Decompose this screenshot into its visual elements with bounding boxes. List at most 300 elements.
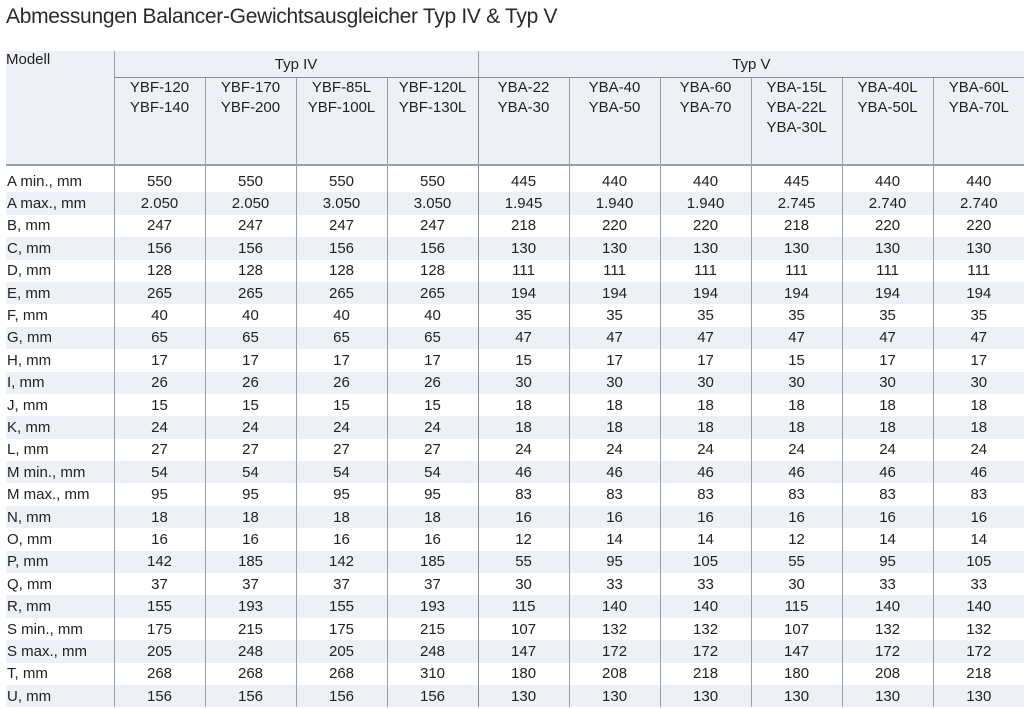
value-cell: 30 xyxy=(933,372,1024,394)
value-cell: 37 xyxy=(296,573,387,595)
value-cell: 33 xyxy=(842,573,933,595)
value-cell: 47 xyxy=(751,327,842,349)
value-cell: 18 xyxy=(387,506,478,528)
value-cell: 26 xyxy=(114,372,205,394)
value-cell: 17 xyxy=(296,349,387,371)
row-label: Q, mm xyxy=(6,573,114,595)
value-cell: 18 xyxy=(296,506,387,528)
model-header-cell xyxy=(114,78,205,166)
table-row xyxy=(6,192,1024,214)
row-label: F, mm xyxy=(6,304,114,326)
value-cell: 18 xyxy=(478,394,569,416)
value-cell: 95 xyxy=(842,551,933,573)
model-name: YBA-50L xyxy=(857,99,918,116)
model-name: YBA-50 xyxy=(588,99,641,116)
value-cell: 17 xyxy=(660,349,751,371)
dimensions-table xyxy=(6,51,1024,707)
value-cell: 218 xyxy=(478,215,569,237)
table-row xyxy=(6,483,1024,505)
value-cell: 156 xyxy=(205,237,296,259)
value-cell: 132 xyxy=(933,618,1024,640)
value-cell: 26 xyxy=(296,372,387,394)
value-cell: 33 xyxy=(933,573,1024,595)
value-cell: 215 xyxy=(387,618,478,640)
table-row xyxy=(6,618,1024,640)
value-cell: 65 xyxy=(114,327,205,349)
value-cell: 218 xyxy=(660,663,751,685)
value-cell: 40 xyxy=(387,304,478,326)
value-cell: 130 xyxy=(842,685,933,707)
table-header xyxy=(6,51,1024,165)
table-row xyxy=(6,663,1024,685)
value-cell: 16 xyxy=(387,528,478,550)
table-row xyxy=(6,573,1024,595)
model-name: YBF-200 xyxy=(220,99,281,116)
value-cell: 142 xyxy=(114,551,205,573)
table-row xyxy=(6,372,1024,394)
value-cell: 18 xyxy=(114,506,205,528)
value-cell: 1.945 xyxy=(478,192,569,214)
model-name: YBA-22 xyxy=(497,79,550,96)
value-cell: 40 xyxy=(205,304,296,326)
table-row xyxy=(6,640,1024,662)
value-cell: 128 xyxy=(387,260,478,282)
model-header-cell xyxy=(933,78,1024,166)
modell-header: Modell xyxy=(6,51,114,165)
value-cell: 27 xyxy=(296,439,387,461)
value-cell: 24 xyxy=(296,416,387,438)
value-cell: 130 xyxy=(751,685,842,707)
model-name: YBA-15L xyxy=(766,79,827,96)
value-cell: 95 xyxy=(205,483,296,505)
value-cell: 33 xyxy=(569,573,660,595)
value-cell: 130 xyxy=(842,237,933,259)
value-cell: 16 xyxy=(296,528,387,550)
value-cell: 440 xyxy=(660,165,751,192)
value-cell: 12 xyxy=(478,528,569,550)
value-cell: 24 xyxy=(114,416,205,438)
value-cell: 2.050 xyxy=(114,192,205,214)
table-row xyxy=(6,327,1024,349)
value-cell: 268 xyxy=(205,663,296,685)
value-cell: 17 xyxy=(114,349,205,371)
value-cell: 132 xyxy=(569,618,660,640)
value-cell: 180 xyxy=(751,663,842,685)
value-cell: 115 xyxy=(478,595,569,617)
value-cell: 33 xyxy=(660,573,751,595)
table-row xyxy=(6,260,1024,282)
value-cell: 18 xyxy=(478,416,569,438)
value-cell: 18 xyxy=(933,394,1024,416)
value-cell: 205 xyxy=(114,640,205,662)
table-row xyxy=(6,215,1024,237)
value-cell: 156 xyxy=(114,237,205,259)
value-cell: 46 xyxy=(751,461,842,483)
value-cell: 15 xyxy=(296,394,387,416)
row-label: H, mm xyxy=(6,349,114,371)
row-label: B, mm xyxy=(6,215,114,237)
value-cell: 440 xyxy=(933,165,1024,192)
value-cell: 16 xyxy=(569,506,660,528)
value-cell: 1.940 xyxy=(660,192,751,214)
table-row xyxy=(6,165,1024,192)
model-header-cell xyxy=(205,78,296,166)
row-label: A max., mm xyxy=(6,192,114,214)
model-header-cell xyxy=(296,78,387,166)
value-cell: 83 xyxy=(933,483,1024,505)
value-cell: 105 xyxy=(660,551,751,573)
value-cell: 193 xyxy=(205,595,296,617)
value-cell: 26 xyxy=(387,372,478,394)
value-cell: 130 xyxy=(751,237,842,259)
row-label: S min., mm xyxy=(6,618,114,640)
value-cell: 18 xyxy=(205,506,296,528)
value-cell: 40 xyxy=(114,304,205,326)
model-name: YBA-40 xyxy=(588,79,641,96)
row-label: I, mm xyxy=(6,372,114,394)
value-cell: 1.940 xyxy=(569,192,660,214)
row-label: A min., mm xyxy=(6,165,114,192)
model-name: YBF-120L xyxy=(398,79,467,96)
value-cell: 128 xyxy=(296,260,387,282)
row-label: J, mm xyxy=(6,394,114,416)
value-cell: 2.050 xyxy=(205,192,296,214)
value-cell: 2.740 xyxy=(842,192,933,214)
value-cell: 46 xyxy=(569,461,660,483)
value-cell: 140 xyxy=(842,595,933,617)
model-name: YBA-30L xyxy=(766,119,827,136)
row-label: D, mm xyxy=(6,260,114,282)
value-cell: 156 xyxy=(296,237,387,259)
row-label: U, mm xyxy=(6,685,114,707)
value-cell: 220 xyxy=(933,215,1024,237)
table-row xyxy=(6,282,1024,304)
value-cell: 24 xyxy=(933,439,1024,461)
table-row xyxy=(6,461,1024,483)
value-cell: 24 xyxy=(842,439,933,461)
model-name: YBA-60L xyxy=(948,79,1009,96)
value-cell: 46 xyxy=(660,461,751,483)
value-cell: 140 xyxy=(569,595,660,617)
value-cell: 193 xyxy=(387,595,478,617)
model-header-cell xyxy=(751,78,842,166)
value-cell: 194 xyxy=(842,282,933,304)
value-cell: 16 xyxy=(933,506,1024,528)
value-cell: 107 xyxy=(478,618,569,640)
value-cell: 445 xyxy=(751,165,842,192)
value-cell: 54 xyxy=(296,461,387,483)
model-name: YBA-70 xyxy=(679,99,732,116)
value-cell: 18 xyxy=(842,416,933,438)
model-name: YBA-30 xyxy=(497,99,550,116)
value-cell: 40 xyxy=(296,304,387,326)
value-cell: 17 xyxy=(569,349,660,371)
value-cell: 220 xyxy=(569,215,660,237)
value-cell: 194 xyxy=(569,282,660,304)
value-cell: 156 xyxy=(296,685,387,707)
value-cell: 111 xyxy=(660,260,751,282)
value-cell: 3.050 xyxy=(387,192,478,214)
value-cell: 83 xyxy=(569,483,660,505)
value-cell: 147 xyxy=(478,640,569,662)
value-cell: 16 xyxy=(478,506,569,528)
value-cell: 218 xyxy=(933,663,1024,685)
value-cell: 15 xyxy=(751,349,842,371)
value-cell: 156 xyxy=(205,685,296,707)
table-row xyxy=(6,506,1024,528)
value-cell: 208 xyxy=(842,663,933,685)
value-cell: 47 xyxy=(478,327,569,349)
value-cell: 550 xyxy=(205,165,296,192)
value-cell: 30 xyxy=(842,372,933,394)
value-cell: 55 xyxy=(751,551,842,573)
value-cell: 194 xyxy=(933,282,1024,304)
model-header-cell xyxy=(478,78,569,166)
value-cell: 172 xyxy=(569,640,660,662)
group-header-row xyxy=(6,51,1024,78)
value-cell: 65 xyxy=(205,327,296,349)
value-cell: 83 xyxy=(751,483,842,505)
value-cell: 24 xyxy=(205,416,296,438)
row-label: O, mm xyxy=(6,528,114,550)
value-cell: 156 xyxy=(114,685,205,707)
value-cell: 14 xyxy=(842,528,933,550)
value-cell: 15 xyxy=(478,349,569,371)
value-cell: 248 xyxy=(387,640,478,662)
model-name: YBF-100L xyxy=(307,99,376,116)
group-header-typ-iv: Typ IV xyxy=(114,51,478,78)
value-cell: 268 xyxy=(296,663,387,685)
table-row xyxy=(6,528,1024,550)
group-header-typ-v: Typ V xyxy=(478,51,1024,78)
value-cell: 16 xyxy=(114,528,205,550)
value-cell: 175 xyxy=(296,618,387,640)
value-cell: 47 xyxy=(569,327,660,349)
value-cell: 35 xyxy=(569,304,660,326)
value-cell: 30 xyxy=(660,372,751,394)
value-cell: 172 xyxy=(842,640,933,662)
value-cell: 27 xyxy=(114,439,205,461)
row-label: E, mm xyxy=(6,282,114,304)
value-cell: 18 xyxy=(660,416,751,438)
value-cell: 35 xyxy=(660,304,751,326)
value-cell: 15 xyxy=(114,394,205,416)
model-name: YBF-170 xyxy=(220,79,281,96)
value-cell: 14 xyxy=(660,528,751,550)
value-cell: 18 xyxy=(569,394,660,416)
value-cell: 265 xyxy=(296,282,387,304)
value-cell: 440 xyxy=(842,165,933,192)
value-cell: 37 xyxy=(205,573,296,595)
table-row xyxy=(6,416,1024,438)
value-cell: 35 xyxy=(842,304,933,326)
value-cell: 47 xyxy=(842,327,933,349)
value-cell: 128 xyxy=(114,260,205,282)
row-label: C, mm xyxy=(6,237,114,259)
model-name: YBF-120 xyxy=(129,79,190,96)
value-cell: 18 xyxy=(660,394,751,416)
value-cell: 111 xyxy=(478,260,569,282)
table-body xyxy=(6,165,1024,707)
value-cell: 550 xyxy=(387,165,478,192)
page-title: Abmessungen Balancer-Gewichtsausgleicher Typ IV & Typ V xyxy=(6,5,558,28)
table-row xyxy=(6,595,1024,617)
value-cell: 111 xyxy=(842,260,933,282)
value-cell: 30 xyxy=(751,372,842,394)
value-cell: 24 xyxy=(751,439,842,461)
value-cell: 185 xyxy=(387,551,478,573)
model-header-row xyxy=(6,78,1024,166)
model-header-cell xyxy=(387,78,478,166)
model-name: YBF-130L xyxy=(398,99,467,116)
value-cell: 248 xyxy=(205,640,296,662)
value-cell: 18 xyxy=(842,394,933,416)
value-cell: 30 xyxy=(569,372,660,394)
value-cell: 16 xyxy=(205,528,296,550)
value-cell: 130 xyxy=(660,237,751,259)
table-row xyxy=(6,349,1024,371)
value-cell: 247 xyxy=(114,215,205,237)
value-cell: 24 xyxy=(478,439,569,461)
value-cell: 310 xyxy=(387,663,478,685)
value-cell: 15 xyxy=(205,394,296,416)
row-label: T, mm xyxy=(6,663,114,685)
value-cell: 46 xyxy=(478,461,569,483)
row-label: K, mm xyxy=(6,416,114,438)
value-cell: 155 xyxy=(114,595,205,617)
model-header-cell xyxy=(660,78,751,166)
value-cell: 18 xyxy=(933,416,1024,438)
table-row xyxy=(6,685,1024,707)
value-cell: 35 xyxy=(751,304,842,326)
value-cell: 132 xyxy=(842,618,933,640)
value-cell: 24 xyxy=(569,439,660,461)
value-cell: 140 xyxy=(660,595,751,617)
value-cell: 30 xyxy=(478,573,569,595)
model-name: YBA-40L xyxy=(857,79,918,96)
value-cell: 111 xyxy=(933,260,1024,282)
model-name: YBA-22L xyxy=(766,99,827,116)
value-cell: 47 xyxy=(660,327,751,349)
value-cell: 247 xyxy=(205,215,296,237)
value-cell: 111 xyxy=(751,260,842,282)
value-cell: 155 xyxy=(296,595,387,617)
value-cell: 147 xyxy=(751,640,842,662)
value-cell: 16 xyxy=(751,506,842,528)
model-name: YBF-85L xyxy=(311,79,372,96)
value-cell: 142 xyxy=(296,551,387,573)
value-cell: 14 xyxy=(933,528,1024,550)
table-row xyxy=(6,551,1024,573)
value-cell: 185 xyxy=(205,551,296,573)
value-cell: 83 xyxy=(660,483,751,505)
value-cell: 30 xyxy=(751,573,842,595)
value-cell: 26 xyxy=(205,372,296,394)
value-cell: 3.050 xyxy=(296,192,387,214)
value-cell: 156 xyxy=(387,685,478,707)
value-cell: 2.745 xyxy=(751,192,842,214)
value-cell: 18 xyxy=(751,394,842,416)
value-cell: 194 xyxy=(660,282,751,304)
value-cell: 130 xyxy=(569,685,660,707)
value-cell: 130 xyxy=(933,237,1024,259)
value-cell: 550 xyxy=(296,165,387,192)
value-cell: 194 xyxy=(751,282,842,304)
value-cell: 130 xyxy=(660,685,751,707)
value-cell: 37 xyxy=(114,573,205,595)
value-cell: 47 xyxy=(933,327,1024,349)
value-cell: 35 xyxy=(933,304,1024,326)
row-label: P, mm xyxy=(6,551,114,573)
value-cell: 24 xyxy=(387,416,478,438)
value-cell: 205 xyxy=(296,640,387,662)
table-row xyxy=(6,394,1024,416)
value-cell: 95 xyxy=(114,483,205,505)
value-cell: 95 xyxy=(387,483,478,505)
value-cell: 2.740 xyxy=(933,192,1024,214)
value-cell: 140 xyxy=(933,595,1024,617)
value-cell: 15 xyxy=(387,394,478,416)
value-cell: 265 xyxy=(205,282,296,304)
row-label: M max., mm xyxy=(6,483,114,505)
value-cell: 265 xyxy=(114,282,205,304)
value-cell: 208 xyxy=(569,663,660,685)
value-cell: 27 xyxy=(387,439,478,461)
value-cell: 17 xyxy=(387,349,478,371)
value-cell: 14 xyxy=(569,528,660,550)
value-cell: 46 xyxy=(933,461,1024,483)
value-cell: 268 xyxy=(114,663,205,685)
value-cell: 247 xyxy=(387,215,478,237)
value-cell: 54 xyxy=(114,461,205,483)
value-cell: 17 xyxy=(842,349,933,371)
value-cell: 30 xyxy=(478,372,569,394)
value-cell: 265 xyxy=(387,282,478,304)
value-cell: 37 xyxy=(387,573,478,595)
value-cell: 180 xyxy=(478,663,569,685)
value-cell: 172 xyxy=(660,640,751,662)
value-cell: 54 xyxy=(205,461,296,483)
model-name: YBF-140 xyxy=(129,99,190,116)
value-cell: 220 xyxy=(660,215,751,237)
value-cell: 215 xyxy=(205,618,296,640)
value-cell: 83 xyxy=(842,483,933,505)
value-cell: 111 xyxy=(569,260,660,282)
value-cell: 115 xyxy=(751,595,842,617)
value-cell: 17 xyxy=(933,349,1024,371)
value-cell: 247 xyxy=(296,215,387,237)
value-cell: 16 xyxy=(842,506,933,528)
value-cell: 440 xyxy=(569,165,660,192)
value-cell: 175 xyxy=(114,618,205,640)
value-cell: 550 xyxy=(114,165,205,192)
value-cell: 132 xyxy=(660,618,751,640)
value-cell: 12 xyxy=(751,528,842,550)
value-cell: 445 xyxy=(478,165,569,192)
value-cell: 65 xyxy=(387,327,478,349)
row-label: G, mm xyxy=(6,327,114,349)
model-name: YBA-60 xyxy=(679,79,732,96)
table-row xyxy=(6,237,1024,259)
value-cell: 130 xyxy=(478,237,569,259)
value-cell: 46 xyxy=(842,461,933,483)
model-header-cell xyxy=(842,78,933,166)
value-cell: 35 xyxy=(478,304,569,326)
row-label: L, mm xyxy=(6,439,114,461)
value-cell: 16 xyxy=(660,506,751,528)
value-cell: 130 xyxy=(478,685,569,707)
row-label: S max., mm xyxy=(6,640,114,662)
